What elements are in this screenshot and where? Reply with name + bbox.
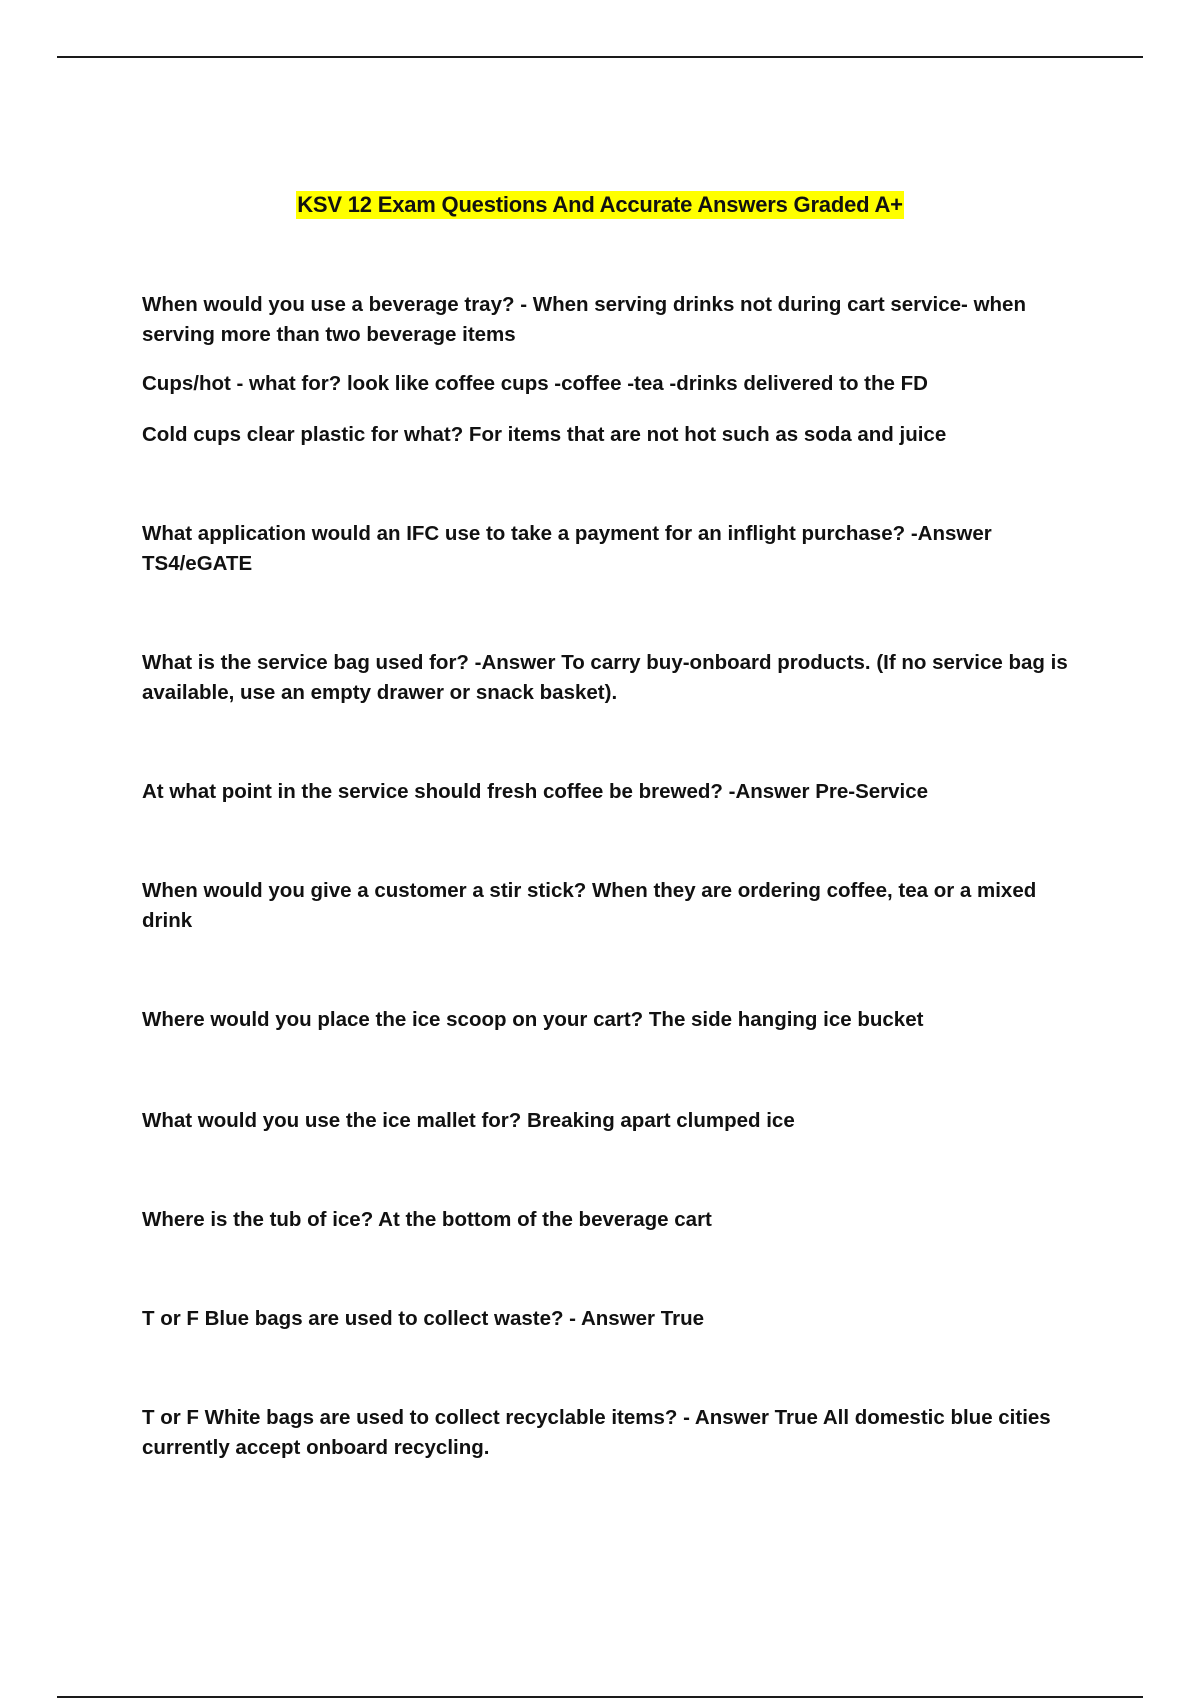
qa-item-12: T or F White bags are used to collect recyclable items? - Answer True All domestic blue cities currently accept onboard recycling.: [142, 1406, 1051, 1459]
qa-item-11: T or F Blue bags are used to collect waste? - Answer True: [142, 1307, 704, 1330]
bottom-rule: [57, 1696, 1143, 1698]
qa-item-3: Cold cups clear plastic for what? For items that are not hot such as soda and juice: [142, 423, 947, 446]
document-title: KSV 12 Exam Questions And Accurate Answers Graded A+: [297, 192, 903, 217]
qa-item-8: Where would you place the ice scoop on your cart? The side hanging ice bucket: [142, 1008, 924, 1031]
qa-item-10: Where is the tub of ice? At the bottom of the beverage cart: [142, 1208, 712, 1231]
qa-item-6: At what point in the service should fresh coffee be brewed? -Answer Pre-Service: [142, 780, 929, 803]
qa-item-7: When would you give a customer a stir stick? When they are ordering coffee, tea or a mixed drink: [142, 879, 1037, 932]
qa-item-1: When would you use a beverage tray? - When serving drinks not during cart service- when serving more than two beverage items: [142, 293, 1026, 346]
qa-item-2: Cups/hot - what for? look like coffee cups -coffee -tea -drinks delivered to the FD: [142, 372, 928, 395]
qa-item-5: What is the service bag used for? -Answer To carry buy-onboard products. (If no service bag is available, use an empty drawer or snack basket).: [142, 651, 1068, 704]
top-rule: [57, 56, 1143, 58]
qa-item-4: What application would an IFC use to take a payment for an inflight purchase? -Answer TS4/eGATE: [142, 522, 992, 575]
title-container: [0, 191, 1200, 219]
qa-item-9: What would you use the ice mallet for? Breaking apart clumped ice: [142, 1109, 795, 1132]
